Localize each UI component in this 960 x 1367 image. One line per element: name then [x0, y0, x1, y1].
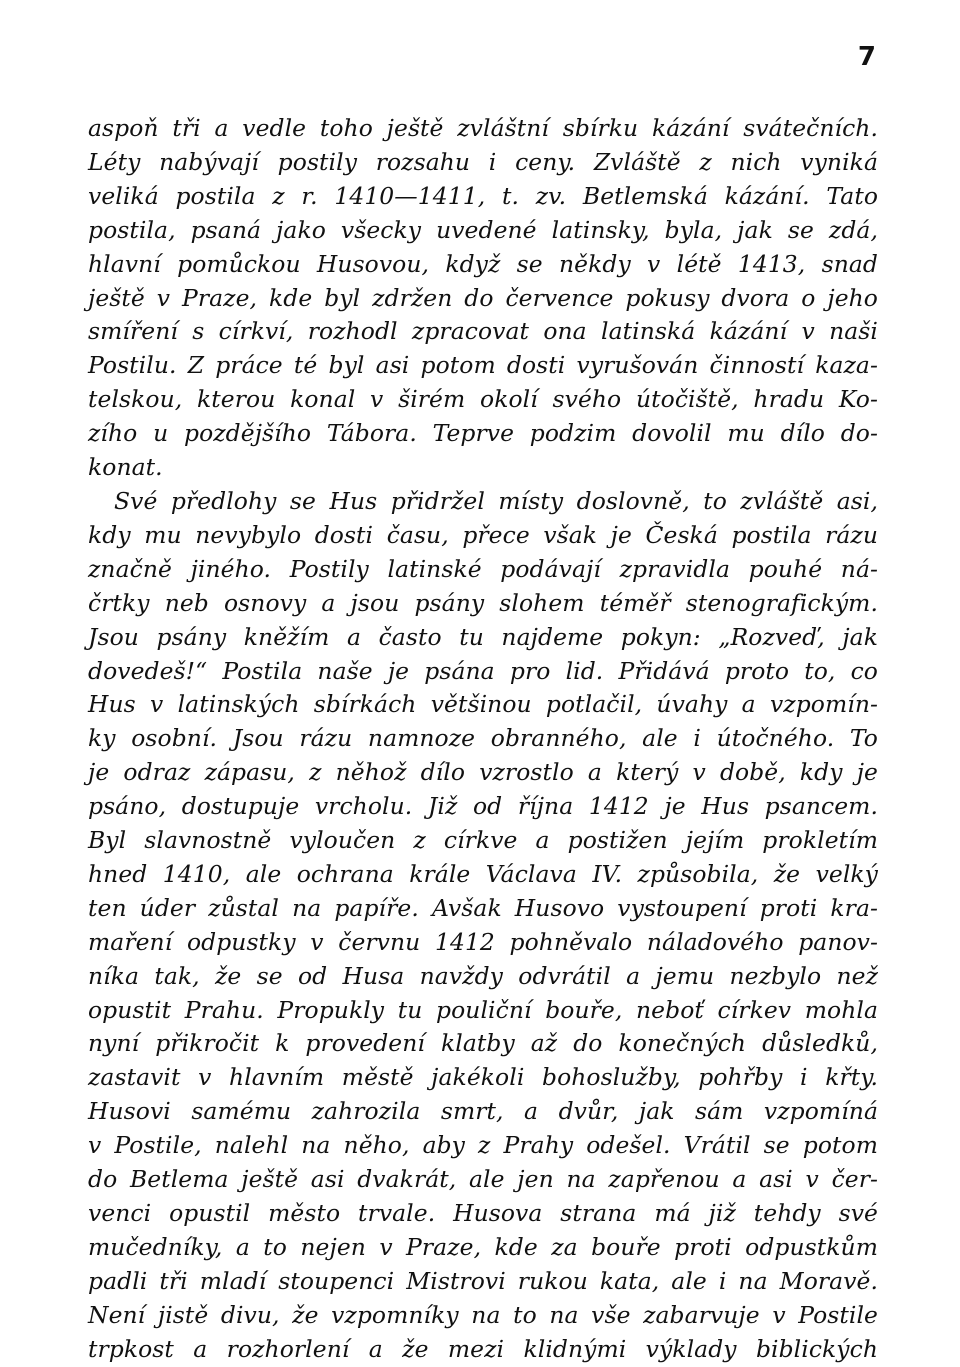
text-line: Jsou psány kněžím a často tu najdeme pokyn: „Rozveď, jak	[88, 622, 878, 651]
text-line: padli tři mladí stoupenci Mistrovi rukou kata, ale i na Moravě.	[88, 1266, 878, 1295]
text-line: značně jiného. Postily latinské podávají zpravidla pouhé ná-	[88, 554, 878, 583]
text-line: postila, psaná jako všecky uvedené latinsky, byla, jak se zdá,	[88, 215, 878, 244]
text-line: smíření s církví, rozhodl zpracovat ona latinská kázání v naši	[88, 317, 878, 346]
text-line: je odraz zápasu, z něhož dílo vzrostlo a který v době, kdy je	[88, 758, 878, 787]
text-line: hlavní pomůckou Husovou, když se někdy v létě 1413, snad	[88, 249, 878, 278]
text-line: ky osobní. Jsou rázu namnoze obranného, ale i útočného. To	[88, 724, 878, 753]
page-number: 7	[857, 42, 876, 72]
text-line: zího u pozdějšího Tábora. Teprve podzim dovolil mu dílo do-	[88, 419, 878, 448]
text-line: hned 1410, ale ochrana krále Václava IV. způsobila, že velký	[88, 859, 878, 888]
text-line: nyní přikročit k provedení klatby až do konečných důsledků,	[88, 1029, 878, 1058]
text-line: zastavit v hlavním městě jakékoli bohoslužby, pohřby i křty.	[88, 1063, 878, 1092]
text-line: trpkost a rozhorlení a že mezi klidnými výklady biblických	[88, 1334, 878, 1363]
text-line: aspoň tři a vedle toho ještě zvláštní sbírku kázání svátečních.	[88, 114, 878, 142]
text-line: v Postile, nalehl na něho, aby z Prahy odešel. Vrátil se potom	[88, 1131, 878, 1160]
text-line: konat.	[88, 453, 163, 482]
body-text	[88, 112, 878, 1367]
text-line: veliká postila z r. 1410—1411, t. zv. Betlemská kázání. Tato	[88, 181, 878, 210]
text-line: Není jistě divu, že vzpomníky na to na vše zabarvuje v Postile	[88, 1300, 878, 1329]
text-line: níka tak, že se od Husa navždy odvrátil a jemu nezbylo než	[88, 961, 878, 990]
text-line: Hus v latinských sbírkách většinou potlačil, úvahy a vzpomín-	[88, 690, 878, 719]
text-line: dovedeš!“ Postila naše je psána pro lid. Přidává proto to, co	[88, 656, 878, 685]
text-line: Byl slavnostně vyloučen z církve a postižen jejím prokletím	[88, 826, 878, 855]
text-line: Husovi samému zahrozila smrt, a dvůr, jak sám vzpomíná	[88, 1097, 878, 1126]
text-line: črtky neb osnovy a jsou psány slohem téměř stenografickým.	[88, 588, 878, 617]
text-line: opustit Prahu. Propukly tu pouliční bouře, neboť církev mohla	[88, 995, 878, 1024]
text-line: venci opustil město trvale. Husova strana má již tehdy své	[88, 1199, 878, 1227]
text-line: maření odpustky v červnu 1412 pohněvalo náladového panov-	[88, 927, 878, 956]
text-line: psáno, dostupuje vrcholu. Již od října 1412 je Hus psancem.	[88, 792, 878, 821]
text-line: do Betlema ještě asi dvakrát, ale jen na zapřenou a asi v čer-	[88, 1165, 878, 1194]
text-line: Postilu. Z práce té byl asi potom dosti vyrušován činností kaza-	[88, 351, 878, 380]
text-line: kdy mu nevybylo dosti času, přece však je Česká postila rázu	[88, 520, 878, 549]
text-line: mučedníky, a to nejen v Praze, kde za bouře proti odpustkům	[88, 1232, 878, 1261]
text-line: Své předlohy se Hus přidržel místy doslovně, to zvláště asi,	[114, 486, 878, 515]
text-line: ten úder zůstal na papíře. Avšak Husovo vystoupení proti kra-	[88, 893, 878, 922]
text-line: ještě v Praze, kde byl zdržen do července pokusy dvora o jeho	[88, 283, 878, 312]
text-line: telskou, kterou konal v širém okolí svého útočiště, hradu Ko-	[88, 385, 878, 414]
text-line: Léty nabývají postily rozsahu i ceny. Zvláště z nich vyniká	[88, 147, 878, 176]
